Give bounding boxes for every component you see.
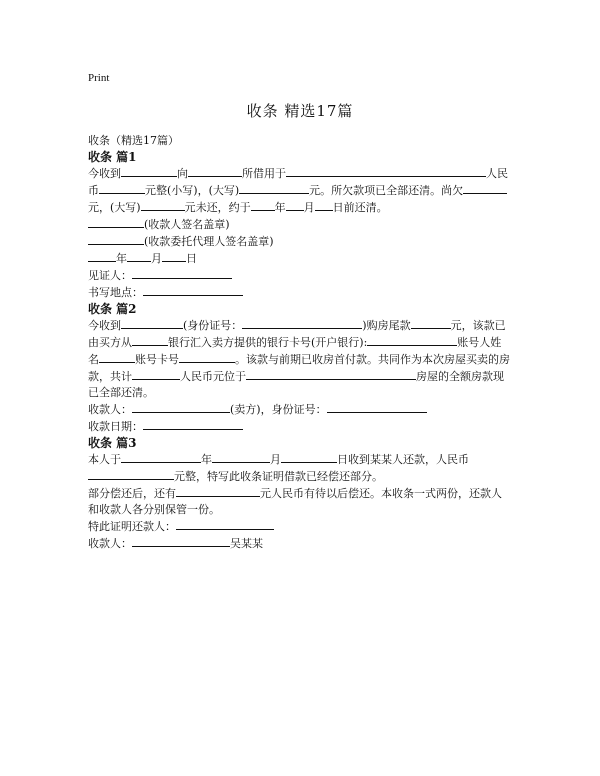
text-segment: 收款日期：: [88, 420, 143, 433]
text-segment: 月: [270, 453, 281, 466]
blank-field: [88, 250, 116, 262]
blank-field: [121, 165, 177, 177]
blank-field: [88, 216, 144, 228]
blank-field: [367, 334, 457, 346]
blank-field: [242, 317, 362, 329]
blank-field: [411, 317, 451, 329]
blank-field: [176, 518, 274, 530]
text-segment: 元人民币有待以后偿还。本收条一式两份，还款人和收款人各分别保管一份。: [88, 487, 502, 516]
text-segment: 账号人姓名: [88, 336, 502, 366]
print-link[interactable]: Print: [88, 72, 110, 84]
text-segment: 特此证明还款人：: [88, 520, 176, 533]
text-segment: 收款人：: [88, 403, 132, 416]
text-segment: 房屋的全额房款现已全部还清。: [88, 370, 504, 399]
blank-field: [239, 182, 309, 194]
payee-name: 吴某某: [230, 537, 263, 550]
blank-field: [132, 535, 230, 547]
blank-field: [281, 451, 337, 463]
text-segment: 今收到: [88, 167, 121, 180]
payee-id-line: [88, 401, 512, 418]
text-segment: 年: [201, 453, 212, 466]
text-segment: )购房尾款: [362, 319, 411, 332]
blank-field: [315, 199, 333, 211]
text-segment: (收款委托代理人签名盖章): [144, 235, 274, 248]
text-segment: 部分偿还后，还有: [88, 487, 176, 500]
text-segment: 年: [274, 201, 286, 214]
text-segment: 元整(小写)，(大写): [145, 184, 240, 197]
agent-signature-line: [88, 233, 512, 250]
text-segment: 。该款与前期已收房首付款。共同作为本次房屋买卖的房款，共计: [88, 353, 510, 383]
text-segment: 月: [151, 252, 162, 265]
blank-field: [143, 284, 243, 296]
blank-field: [132, 401, 230, 413]
blank-field: [176, 485, 260, 497]
blank-field: [127, 250, 151, 262]
blank-field: [246, 368, 416, 380]
text-segment: 元，该款已由买方从: [88, 319, 506, 349]
text-segment: 见证人：: [88, 269, 132, 282]
section-heading-2: 收条 篇2: [88, 302, 137, 316]
blank-field: [143, 418, 243, 430]
text-segment: 日收到某某人还款，人民币: [337, 453, 469, 466]
blank-field: [88, 233, 144, 245]
text-segment: 元，(大写): [88, 201, 141, 214]
blank-field: [286, 199, 304, 211]
text-segment: 人民币: [88, 167, 508, 197]
section-3-paragraph-2: [88, 485, 512, 518]
document-title: 收条 精选17篇: [246, 102, 354, 120]
blank-field: [212, 451, 270, 463]
blank-field: [162, 250, 186, 262]
writing-place-line: [88, 284, 512, 301]
certify-payer-line: [88, 518, 512, 535]
blank-field: [88, 468, 174, 480]
text-segment: 书写地点：: [88, 286, 143, 299]
text-segment: 元未还，约于: [184, 201, 251, 214]
blank-field: [251, 199, 275, 211]
section-1-paragraph: [88, 165, 512, 216]
document-subtitle: 收条（精选17篇）: [88, 134, 179, 147]
payee-name-line: [88, 535, 512, 552]
text-segment: 今收到: [88, 319, 121, 332]
blank-field: [121, 451, 201, 463]
blank-field: [121, 317, 183, 329]
section-heading-1: 收条 篇1: [88, 150, 137, 164]
text-segment: 月: [303, 201, 315, 214]
text-segment: 收款人：: [88, 537, 132, 550]
blank-field: [286, 165, 486, 177]
text-segment: 向: [177, 167, 188, 180]
blank-field: [132, 334, 168, 346]
text-segment: 人民币元位于: [180, 370, 246, 383]
blank-field: [179, 351, 235, 363]
text-segment: 尚欠: [441, 184, 464, 197]
text-segment: (身份证号：: [183, 319, 243, 332]
text-segment: 账号卡号: [135, 353, 179, 366]
witness-line: [88, 267, 512, 284]
text-segment: 银行汇入卖方提供的银行卡号(开户银行):: [168, 336, 368, 349]
text-segment: 年: [116, 252, 127, 265]
date-line: [88, 250, 512, 267]
text-segment: 日前还清。: [332, 201, 388, 214]
text-segment: 元。所欠款项已全部还清。: [309, 184, 442, 197]
text-segment: 日: [186, 252, 197, 265]
blank-field: [463, 182, 507, 194]
blank-field: [141, 199, 185, 211]
section-2-paragraph: [88, 317, 512, 401]
blank-field: [99, 182, 145, 194]
blank-field: [99, 351, 135, 363]
section-heading-3: 收条 篇3: [88, 436, 137, 450]
blank-field: [327, 401, 427, 413]
blank-field: [188, 165, 242, 177]
text-segment: 所借用于: [242, 167, 286, 180]
text-segment: 元整，特写此收条证明借款已经偿还部分。: [174, 470, 383, 483]
text-segment: 本人于: [88, 453, 121, 466]
text-segment: (卖方)，身份证号：: [230, 403, 327, 416]
payee-signature-line: [88, 216, 512, 233]
receipt-date-line: [88, 418, 512, 435]
section-3-paragraph-1: [88, 451, 512, 485]
blank-field: [132, 368, 180, 380]
document-body: [88, 133, 512, 552]
text-segment: (收款人签名盖章): [144, 218, 230, 231]
blank-field: [132, 267, 232, 279]
